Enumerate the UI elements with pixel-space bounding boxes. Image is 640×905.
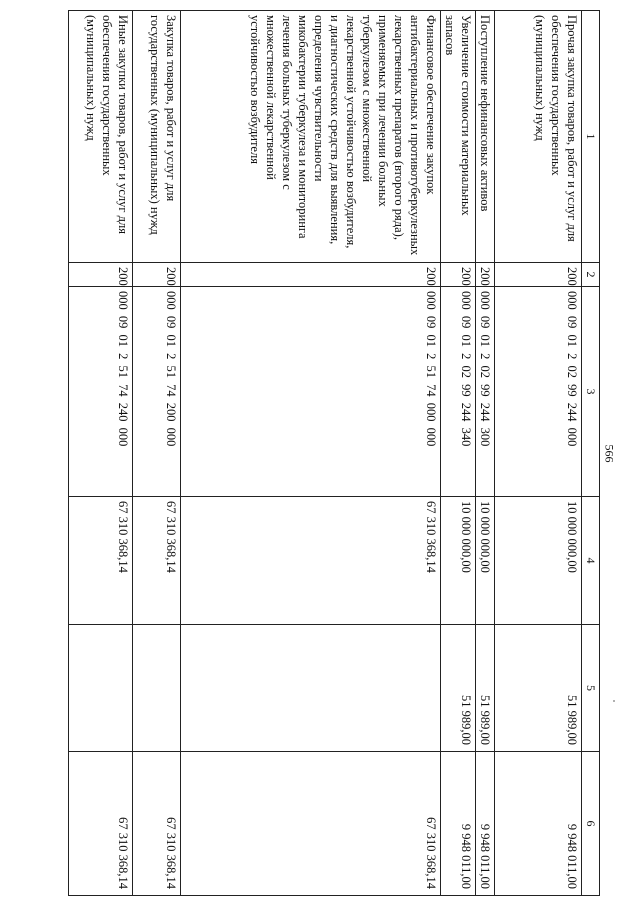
row-executed: [180, 625, 440, 752]
row-approved: 67 310 368,14: [132, 497, 180, 625]
row-approved: 67 310 368,14: [68, 497, 132, 625]
header-cell: 2: [581, 263, 599, 287]
budget-table: [68, 10, 600, 896]
table-row: [68, 11, 132, 896]
row-unexecuted: 9 948 011,00: [494, 752, 581, 896]
row-approved: 10 000 000,00: [440, 497, 475, 625]
table-header-row: [581, 11, 599, 896]
table-row: [132, 11, 180, 896]
row-budget-code: 000 09 01 2 51 74 240 000: [68, 287, 132, 497]
header-cell: 3: [581, 287, 599, 497]
header-cell: 6: [581, 752, 599, 896]
row-unexecuted: 67 310 368,14: [132, 752, 180, 896]
scan-speck: [613, 700, 615, 702]
row-name: Увеличение стоимости материальных запасов: [440, 11, 475, 263]
row-line-code: 200: [475, 263, 494, 287]
row-unexecuted: 67 310 368,14: [180, 752, 440, 896]
row-executed: [132, 625, 180, 752]
row-name: Иные закупки товаров, работ и услуг для обеспечения государственных (муниципальных) нужд: [68, 11, 132, 263]
row-line-code: 200: [180, 263, 440, 287]
row-name: Финансовое обеспечение закупок антибактериальных и противотуберкулезных лекарственных препаратов (второго ряда), применяемых при лечении больных туберкулезом с множественной лекарственной устойчивостью возбудителя, и диагностических средств для выявления, определения чувствительности микобактерии туберкулеза и мониторинга лечения больных туберкулезом с множественной лекарственной устойчивостью возбудителя: [180, 11, 440, 263]
table-row: [494, 11, 581, 896]
row-unexecuted: 9 948 011,00: [475, 752, 494, 896]
row-unexecuted: 9 948 011,00: [440, 752, 475, 896]
row-approved: 10 000 000,00: [494, 497, 581, 625]
row-executed: 51 989,00: [440, 625, 475, 752]
header-cell: 4: [581, 497, 599, 625]
row-executed: 51 989,00: [494, 625, 581, 752]
row-name: Прочая закупка товаров, работ и услуг для обеспечения государственных (муниципальных) нужд: [494, 11, 581, 263]
row-line-code: 200: [68, 263, 132, 287]
row-line-code: 200: [494, 263, 581, 287]
row-budget-code: 000 09 01 2 02 99 244 340: [440, 287, 475, 497]
row-budget-code: 000 09 01 2 02 99 244 000: [494, 287, 581, 497]
table-row: [180, 11, 440, 896]
page-number: 566: [602, 444, 617, 463]
row-budget-code: 000 09 01 2 51 74 200 000: [132, 287, 180, 497]
table-row: [440, 11, 475, 896]
header-cell: 1: [581, 11, 599, 263]
header-cell: 5: [581, 625, 599, 752]
row-unexecuted: 67 310 368,14: [68, 752, 132, 896]
row-line-code: 200: [440, 263, 475, 287]
row-line-code: 200: [132, 263, 180, 287]
row-approved: 10 000 000,00: [475, 497, 494, 625]
row-name: Поступление нефинансовых активов: [475, 11, 494, 263]
row-approved: 67 310 368,14: [180, 497, 440, 625]
table-row: [475, 11, 494, 896]
row-executed: 51 989,00: [475, 625, 494, 752]
row-name: Закупка товаров, работ и услуг для государственных (муниципальных) нужд: [132, 11, 180, 263]
row-budget-code: 000 09 01 2 51 74 000 000: [180, 287, 440, 497]
row-executed: [68, 625, 132, 752]
row-budget-code: 000 09 01 2 02 99 244 300: [475, 287, 494, 497]
rotated-table-container: [55, 10, 600, 895]
